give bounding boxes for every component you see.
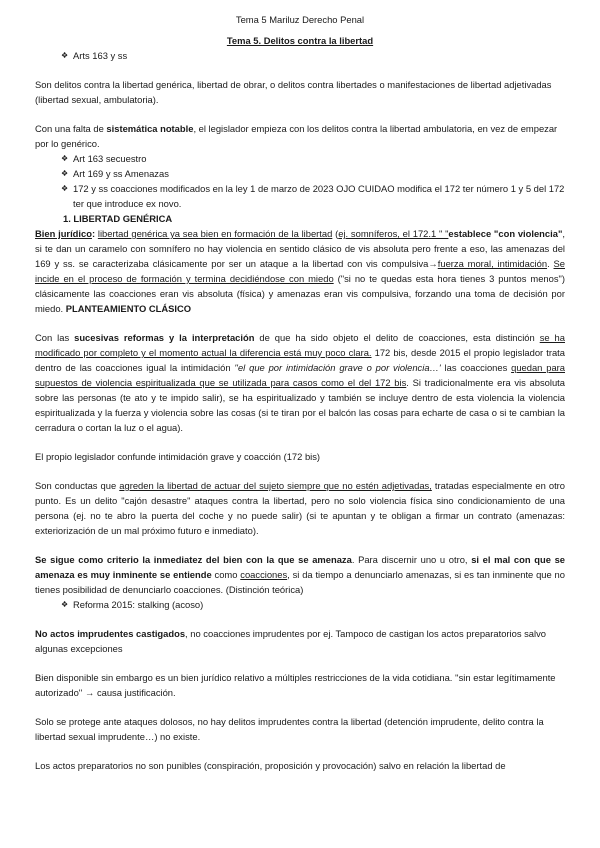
text-run-italic: ''el que por intimidación grave o por violencia…' bbox=[234, 362, 441, 373]
paragraph-sistematica bbox=[35, 121, 565, 151]
paragraph-bien-disponible: Bien disponible sin embargo es un bien jurídico relativo a múltiples restricciones de la vida cotidiana. ''sin estar legítimamente autorizado'' → causa justificación. bbox=[35, 672, 556, 698]
text-run-bold: Se sigue como criterio la inmediatez del bien con la que se amenaza bbox=[35, 554, 352, 565]
text-run-underlined: quedan para supuestos de violencia espiritualizada que se utilizada para casos como el del 172 bis bbox=[35, 362, 565, 388]
text-run-underlined: se ha modificado por completo y el momento actual la diferencia está muy poco clara. bbox=[35, 332, 565, 358]
text-run-underlined: coacciones bbox=[240, 569, 288, 580]
paragraph-no-imprudentes bbox=[35, 626, 565, 656]
paragraph-intro: Son delitos contra la libertad genérica, libertad de obrar, o delitos contra libertades o manifestaciones de libertad adjetivadas (libertad sexual, ambulatoria). bbox=[35, 79, 552, 105]
bullet-list-arts bbox=[35, 48, 565, 63]
text-run-bold: establece "con violencia" bbox=[448, 228, 563, 239]
bullet-item: ❖ Arts 163 y ss bbox=[61, 48, 565, 63]
bullet-item: ❖ Reforma 2015: stalking (acoso) bbox=[61, 597, 565, 612]
text-run: : bbox=[91, 228, 98, 239]
text-run-bold: si el mal con que se amenaza es muy inminente se entiende bbox=[35, 554, 565, 580]
text-run-underlined: ej. somníferos, el 172.1 " " bbox=[338, 228, 449, 239]
text-run-bold: sistemática notable bbox=[106, 123, 194, 134]
paragraph-reformas bbox=[35, 330, 565, 435]
document-header: Tema 5 Mariluz Derecho Penal bbox=[235, 14, 365, 25]
text-run: tratadas especialmente en otro punto. Es un delito "cajón desastre" ataques contra la libertad, pero no solo violencia física sino condicionamiento de una persona (ej. no te abro la puerta del coche y no puede salir) (si te apuntan y te obligan a firmar un contrato (amenazas: exteriorización de un mal próximo futuro e inmediato). bbox=[35, 480, 566, 536]
text-run-bold: Bien jurídico bbox=[35, 228, 92, 239]
text-run: , si te dan un caramelo con somnífero no hay violencia en sentido clásico de vis absoluta pero frente a eso, las amenazas del 169 y ss. se caracterizaba clásicamente por ser un ataque a la libertad con vis compulsiva→ bbox=[35, 228, 565, 269]
bullet-list-reforma bbox=[35, 597, 565, 612]
text-run: , no coacciones imprudentes por ej. Tampoco de castigan los actos preparatorios salvo algunas excepciones bbox=[35, 628, 547, 654]
paragraph-confunde: El propio legislador confunde intimidación grave y coacción (172 bis) bbox=[35, 451, 321, 462]
text-run: . Si tradicionalmente era vis absoluta sobre las personas (te ato y te impido salir), se ha espiritualizado y también se incluye dentro de esta violencia la violencia espiritualizada y la fuerza y violencia sobre las cosas (si te tiran por el balcón las cosas para echarte de casa o si te cambian la cerradura o cortan la luz o el agua). bbox=[35, 377, 565, 433]
paragraph-bien-juridico bbox=[35, 226, 565, 316]
text-run-bold: sucesivas reformas y la interpretación bbox=[74, 332, 255, 343]
text-run-underlined: agreden la libertad de actuar del sujeto siempre que no estén adjetivadas, bbox=[119, 480, 432, 491]
text-run: 172 bis, desde 2015 el propio legislador trata dentro de las coacciones igual la intimidación bbox=[35, 347, 565, 373]
text-run: como bbox=[211, 569, 241, 580]
paragraph-criterio bbox=[35, 552, 565, 597]
section-heading: 1. LIBERTAD GENÉRICA bbox=[63, 213, 173, 224]
document-title: Tema 5. Delitos contra la libertad bbox=[226, 35, 374, 46]
bullet-item: ❖ Art 163 secuestro bbox=[61, 151, 565, 166]
text-run: Con las bbox=[35, 332, 75, 343]
text-run-bold: PLANTEAMIENTO CLÁSICO bbox=[65, 303, 192, 314]
text-run: . Para discernir uno u otro, bbox=[351, 554, 472, 565]
text-run: , si da tiempo a denunciarlo amenazas, si es tan inminente que no tienes posibilidad de denunciarlo coacciones. (Distinción teórica) bbox=[35, 569, 565, 595]
paragraph-conductas bbox=[35, 478, 565, 538]
text-run: ( bbox=[332, 228, 339, 239]
bullet-item: ❖ Art 169 y ss Amenazas bbox=[61, 166, 565, 181]
text-run: ("si no te quedas esta hora tienes 3 puntos menos") clásicamente las coacciones eran vis absoluta (física) y amenazas eran vis compulsiva, forzando una toma de decisión por miedo. bbox=[35, 273, 565, 314]
text-run-underlined: libertad genérica ya sea bien en formación de la libertad bbox=[97, 228, 333, 239]
paragraph-ataques-dolosos: Solo se protege ante ataques dolosos, no hay delitos imprudentes contra la libertad (detención imprudente, delito contra la libertad sexual imprudente…) no existe. bbox=[35, 716, 544, 742]
paragraph-actos-preparatorios: Los actos preparatorios no son punibles (conspiración, proposición y provocación) salvo en relación la libertad de bbox=[35, 760, 506, 771]
text-run: Son conductas que bbox=[35, 480, 120, 491]
bullet-item: ❖ 172 y ss coacciones modificados en la ley 1 de marzo de 2023 OJO CUIDAO modifica el 172 ter número 1 y 5 del 172 ter que introduce ex novo. bbox=[61, 181, 565, 211]
document-page bbox=[35, 12, 565, 773]
bullet-list-articles bbox=[35, 151, 565, 211]
text-run: . bbox=[547, 258, 554, 269]
text-run-underlined: fuerza moral, intimidación bbox=[437, 258, 548, 269]
text-run-underlined: Se incide en el proceso de formación y termina decidiéndose con miedo bbox=[35, 258, 565, 284]
text-run: las coacciones bbox=[440, 362, 512, 373]
text-run: , el legislador empieza con los delitos contra la libertad ambulatoria, en vez de empezar por lo genérico. bbox=[35, 123, 558, 149]
text-run: de que ha sido objeto el delito de coacciones, esta distinción bbox=[254, 332, 540, 343]
text-run: Con una falta de bbox=[35, 123, 107, 134]
text-run-bold: No actos imprudentes castigados bbox=[35, 628, 186, 639]
